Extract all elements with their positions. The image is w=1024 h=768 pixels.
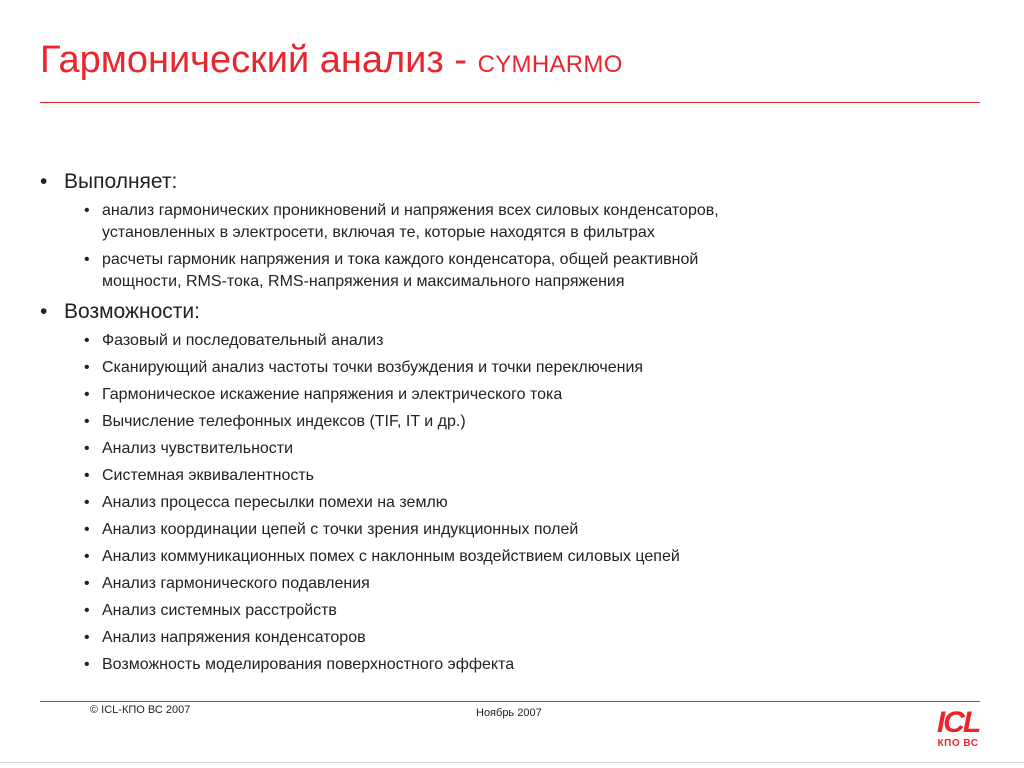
bullet-icon: • bbox=[84, 440, 90, 457]
list-item: • анализ гармонических проникновений и напряжения всех силовых конденсаторов, установленных в электросети, включая те, которые находятся в фильтрах bbox=[84, 202, 719, 241]
section-heading-capabilities: • Возможности: bbox=[40, 298, 940, 326]
bullet-icon: • bbox=[84, 467, 90, 484]
bullet-icon: • bbox=[84, 575, 90, 592]
bullet-icon: • bbox=[84, 359, 90, 376]
slide-bottom-edge bbox=[0, 762, 1024, 763]
list-item: • Гармоническое искажение напряжения и электрического тока bbox=[40, 384, 940, 406]
logo-subtitle: КПО ВС bbox=[937, 738, 979, 749]
list-item: • Анализ координации цепей с точки зрения индукционных полей bbox=[40, 519, 940, 541]
list-item: • Возможность моделирования поверхностного эффекта bbox=[40, 654, 940, 676]
footer-divider bbox=[40, 701, 980, 702]
slide-title-main: Гармонический анализ - bbox=[40, 39, 478, 81]
list-item: • Анализ системных расстройств bbox=[40, 600, 940, 622]
list-item: • Анализ напряжения конденсаторов bbox=[40, 627, 940, 649]
list-item: • Анализ чувствительности bbox=[40, 438, 940, 460]
logo-mark: ICL bbox=[936, 706, 980, 739]
bullet-icon: • bbox=[84, 629, 90, 646]
bullet-icon: • bbox=[84, 202, 90, 219]
bullet-icon: • bbox=[84, 413, 90, 430]
list-item: • Системная эквивалентность bbox=[40, 465, 940, 487]
title-divider bbox=[40, 102, 980, 103]
bullet-icon: • bbox=[84, 548, 90, 565]
list-item: • Фазовый и последовательный анализ bbox=[40, 330, 940, 352]
icl-logo bbox=[928, 708, 988, 756]
bullet-icon: • bbox=[84, 251, 90, 268]
bullet-icon: • bbox=[40, 170, 48, 193]
bullet-icon: • bbox=[84, 656, 90, 673]
slide-title bbox=[40, 36, 623, 89]
list-item: • Анализ процесса пересылки помехи на землю bbox=[40, 492, 940, 514]
footer-copyright: © ICL-КПО ВС 2007 bbox=[90, 704, 191, 716]
bullet-icon: • bbox=[84, 494, 90, 511]
slide-content bbox=[40, 168, 940, 681]
list-item: • Анализ гармонического подавления bbox=[40, 573, 940, 595]
bullet-icon: • bbox=[84, 521, 90, 538]
footer-date: Ноябрь 2007 bbox=[476, 707, 542, 719]
list-item: • Сканирующий анализ частоты точки возбуждения и точки переключения bbox=[40, 357, 940, 379]
bullet-icon: • bbox=[84, 386, 90, 403]
slide-title-product: CYMHARMO bbox=[477, 51, 623, 78]
section-heading-performs: • Выполняет: bbox=[40, 168, 940, 196]
list-item: • Вычисление телефонных индексов (TIF, IT и др.) bbox=[40, 411, 940, 433]
list-item: • расчеты гармоник напряжения и тока каждого конденсатора, общей реактивной мощности, RMS-тока, RMS-напряжения и максимального напряжения bbox=[84, 251, 699, 290]
capabilities-list bbox=[40, 330, 940, 676]
bullet-icon: • bbox=[84, 332, 90, 349]
performs-list bbox=[40, 200, 940, 293]
bullet-icon: • bbox=[84, 602, 90, 619]
list-item: • Анализ коммуникационных помех с наклонным воздействием силовых цепей bbox=[40, 546, 940, 568]
bullet-icon: • bbox=[40, 300, 48, 323]
